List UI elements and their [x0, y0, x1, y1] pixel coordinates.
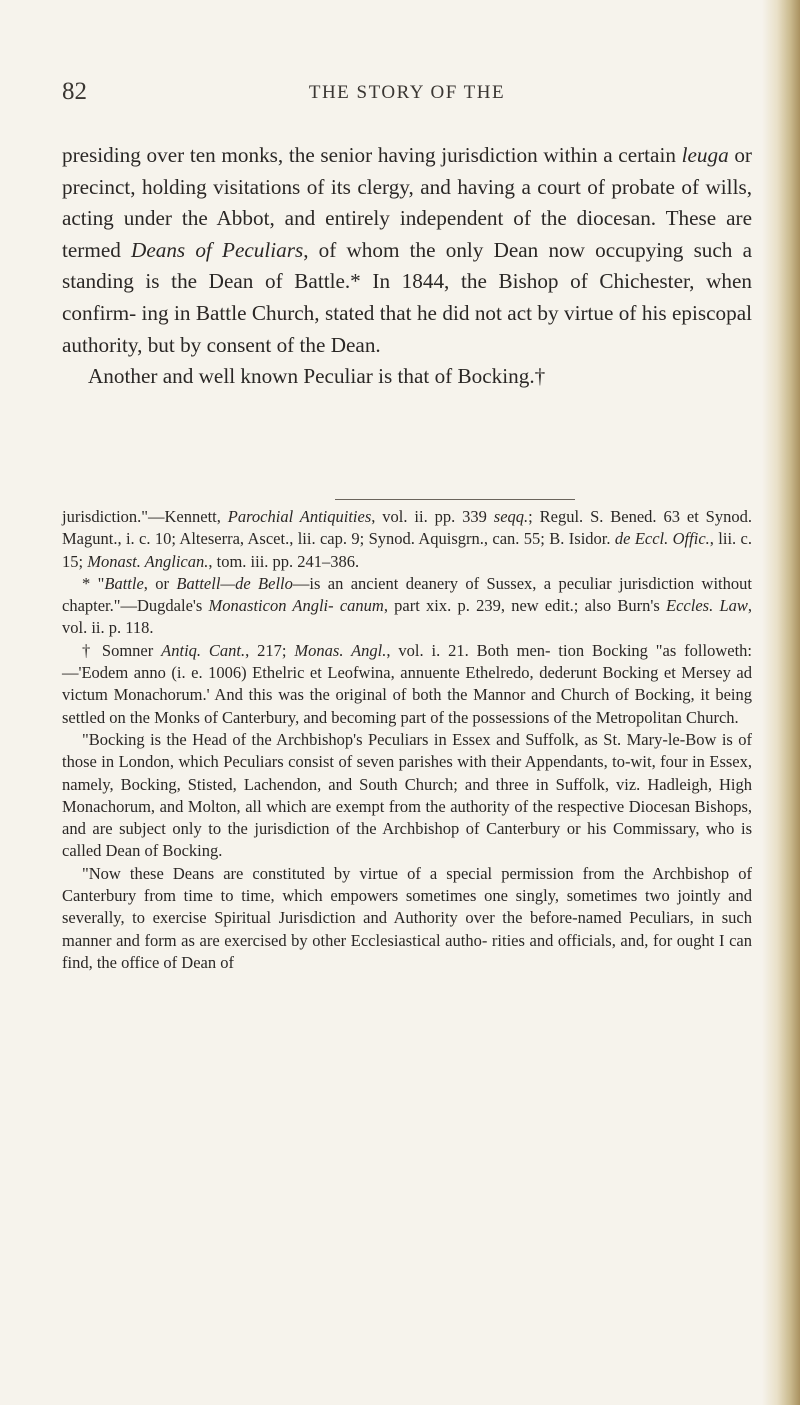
- paragraph: presiding over ten monks, the senior having jurisdiction within a certain leuga or precinct, holding visitations of its clergy, and having a court of probate of wills, acting under the Abbot, and entirely independent of the diocesan. These are termed Deans of Peculiars, of whom the only Dean now occupying such a standing is the Dean of Battle.* In 1844, the Bishop of Chichester, when confirm- ing in Battle Church, stated that he did not act by virtue of his episcopal authority, but by consent of the Dean.: [62, 143, 752, 357]
- footnotes: [62, 506, 752, 974]
- footnote-quote-paragraph: "Now these Deans are constituted by virtue of a special permission from the Archbishop of Canterbury from time to time, which empowers sometimes one singly, sometimes two jointly and severally, to exercise Spiritual Jurisdiction and Authority over the before-named Peculiars, in such manner and form as are exercised by other Ecclesiastical autho- rities and officials, and, for ought I can find, the office of Dean of: [62, 863, 752, 972]
- footnote-battle: * "Battle, or Battell—de Bello—is an ancient deanery of Sussex, a peculiar jurisdiction without chapter."—Dugdale's Monasticon Angli- canum, part xix. p. 239, new edit.; also Burn's Eccles. Law, vol. ii. p. 118.: [62, 573, 752, 638]
- footnote-continuation: jurisdiction."—Kennett, Parochial Antiquities, vol. ii. pp. 339 seqq.; Regul. S. Bened. 63 et Synod. Magunt., i. c. 10; Alteserra, Ascet., lii. cap. 9; Synod. Aquisgrn., can. 55; B. Isidor. de Eccl. Offic., lii. c. 15; Monast. Anglican., tom. iii. pp. 241–386.: [62, 507, 752, 571]
- footnote-quote-paragraph: "Bocking is the Head of the Archbishop's Peculiars in Essex and Suffolk, as St. Mary-le-Bow is of those in London, which Peculiars consist of seven parishes with their Appendants, to-wit, four in Essex, namely, Bocking, Stisted, Lachendon, and South Church; and three in Suffolk, viz. Hadleigh, High Monachorum, and Molton, all which are exempt from the authority of the respective Diocesan Bishops, and are subject only to the jurisdiction of the Archbishop of Canterbury or his Commissary, who is called Dean of Bocking.: [62, 729, 752, 861]
- running-head: THE STORY OF THE: [308, 82, 506, 103]
- footnote-bocking: † Somner Antiq. Cant., 217; Monas. Angl., vol. i. 21. Both men- tion Bocking "as followeth:—'Eodem anno (i. e. 1006) Ethelric et Leofwina, annuente Ethelredo, dederunt Bocking et Mersey ad victum Monachorum.' And this was the original of both the Mannor and Church of Bocking, it being settled on the Monks of Canterbury, and becoming part of the possessions of the Metropolitan Church.: [62, 640, 752, 727]
- footnote-rule: [335, 499, 575, 500]
- main-text: [62, 140, 752, 393]
- paragraph: Another and well known Peculiar is that of Bocking.†: [88, 364, 546, 389]
- page-edge-shadow: [762, 0, 800, 1405]
- page-header: [62, 78, 752, 118]
- page-number: 82: [62, 78, 87, 105]
